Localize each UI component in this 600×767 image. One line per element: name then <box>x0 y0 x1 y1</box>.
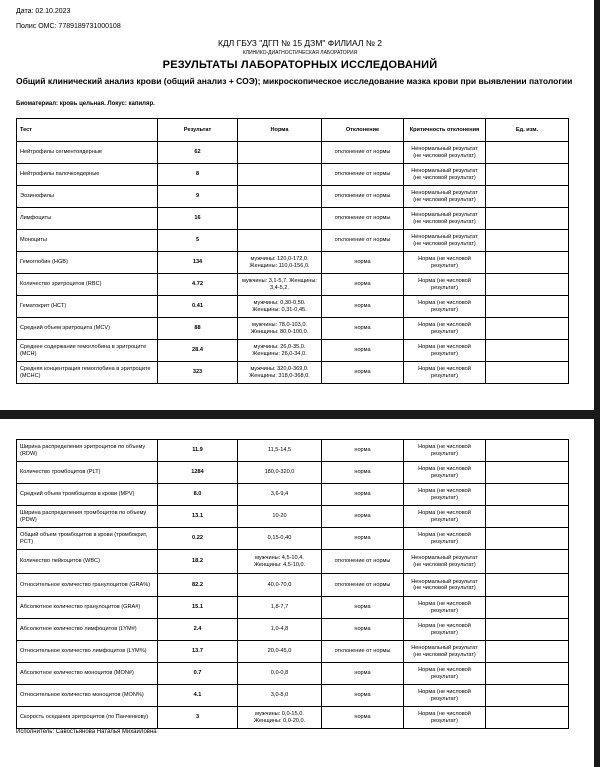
cell-norm: 3,6-9,4 <box>238 484 322 506</box>
cell-result: 0.22 <box>158 528 238 550</box>
table-row <box>17 641 569 663</box>
cell-norm: мужчины: 0,30-0,50. Женщины: 0,31-0,45. <box>238 296 322 318</box>
cell-test: Общий объем тромбоцитов в крови (тромбокрит, PCT) <box>17 528 158 550</box>
cell-unit <box>486 462 569 484</box>
cell-test: Ширина распределения тромбоцитов по объему (PDW) <box>17 506 158 528</box>
cell-unit <box>486 252 569 274</box>
cell-unit <box>486 186 569 208</box>
cell-norm: мужчины: 78,0-103,0. Женщины: 80,0-100,0. <box>238 318 322 340</box>
cell-deviation: норма <box>322 619 404 641</box>
cell-test: Нейтрофилы сегментоядерные <box>17 142 158 164</box>
cell-norm: 3,0-8,0 <box>238 685 322 707</box>
cell-deviation: отклонение от нормы <box>322 208 404 230</box>
report-date: Дата: 02.10.2023 <box>16 8 71 15</box>
cell-result: 13.7 <box>158 641 238 663</box>
cell-result: 3 <box>158 707 238 729</box>
cell-criticality: Ненормальный результат (не числовой результат) <box>404 208 486 230</box>
cell-result: 323 <box>158 362 238 384</box>
table-row <box>17 164 569 186</box>
cell-norm: мужчины: 120,0-172,0. Женщины: 110,0-156,0. <box>238 252 322 274</box>
table-row <box>17 484 569 506</box>
scroll-edge <box>594 0 600 767</box>
cell-norm <box>238 142 322 164</box>
cell-unit <box>486 274 569 296</box>
cell-norm: 1,8-7,7 <box>238 597 322 619</box>
cell-test: Количество эритроцитов (RBC) <box>17 274 158 296</box>
cell-deviation: норма <box>322 318 404 340</box>
cell-result: 5 <box>158 230 238 252</box>
cell-criticality: Норма (не числовой результат) <box>404 484 486 506</box>
cell-test: Относительное количество лимфоцитов (LYM%) <box>17 641 158 663</box>
cell-unit <box>486 528 569 550</box>
cell-deviation: отклонение от нормы <box>322 164 404 186</box>
cell-unit <box>486 574 569 597</box>
cell-unit <box>486 208 569 230</box>
cell-test: Средний объем тромбоцитов в крови (MPV) <box>17 484 158 506</box>
table-row <box>17 440 569 462</box>
executor-signature: Исполнитель: Савостьянова Наталья Михайловна <box>16 729 157 735</box>
analysis-name: Общий клинический анализ крови (общий анализ + СОЭ); микроскопическое исследование мазка крови при выявлении патологии <box>16 76 573 86</box>
cell-criticality: Норма (не числовой результат) <box>404 318 486 340</box>
cell-unit <box>486 506 569 528</box>
col-header-deviation: Отклонение <box>322 119 404 142</box>
results-table-2 <box>16 439 569 729</box>
table-row <box>17 574 569 597</box>
col-header-test: Тест <box>17 119 158 142</box>
cell-norm: мужчины: 320,0-369,0. Женщины: 318,0-368,0. <box>238 362 322 384</box>
cell-criticality: Норма (не числовой результат) <box>404 663 486 685</box>
table-row <box>17 186 569 208</box>
table-row <box>17 462 569 484</box>
cell-result: 0.41 <box>158 296 238 318</box>
cell-result: 18.2 <box>158 550 238 574</box>
cell-norm: 1,0-4,8 <box>238 619 322 641</box>
cell-criticality: Норма (не числовой результат) <box>404 685 486 707</box>
cell-unit <box>486 340 569 362</box>
cell-unit <box>486 362 569 384</box>
cell-test: Относительное количество моноцитов (MON%) <box>17 685 158 707</box>
cell-deviation: норма <box>322 597 404 619</box>
cell-deviation: норма <box>322 462 404 484</box>
cell-result: 62 <box>158 142 238 164</box>
results-table-1 <box>16 118 569 384</box>
cell-criticality: Норма (не числовой результат) <box>404 506 486 528</box>
cell-test: Скорость оседания эритроцитов (по Панченкову) <box>17 707 158 729</box>
cell-unit <box>486 142 569 164</box>
cell-unit <box>486 597 569 619</box>
cell-test: Абсолютное количество моноцитов (MON#) <box>17 663 158 685</box>
table-row <box>17 252 569 274</box>
table-row <box>17 318 569 340</box>
cell-deviation: отклонение от нормы <box>322 186 404 208</box>
organization-name: КДЛ ГБУЗ "ДГП № 15 ДЗМ" ФИЛИАЛ № 2 <box>217 38 383 48</box>
cell-result: 13.1 <box>158 506 238 528</box>
cell-test: Среднее содержание гемоглобина в эритроците (MCH) <box>17 340 158 362</box>
biomaterial-info: Биоматериал: кровь цельная. Локус: капиляр. <box>16 101 155 107</box>
cell-test: Гематокрит (HCT) <box>17 296 158 318</box>
cell-deviation: норма <box>322 506 404 528</box>
cell-unit <box>486 230 569 252</box>
cell-norm: 40,0-70,0 <box>238 574 322 597</box>
cell-test: Относительное количество гранулоцитов (GRA%) <box>17 574 158 597</box>
cell-deviation: отклонение от нормы <box>322 574 404 597</box>
cell-criticality: Норма (не числовой результат) <box>404 440 486 462</box>
table-row <box>17 619 569 641</box>
cell-deviation: отклонение от нормы <box>322 142 404 164</box>
cell-result: 82.2 <box>158 574 238 597</box>
cell-deviation: норма <box>322 340 404 362</box>
cell-result: 15.1 <box>158 597 238 619</box>
cell-test: Средний объем эритроцита (MCV) <box>17 318 158 340</box>
cell-result: 4.1 <box>158 685 238 707</box>
cell-test: Средняя концентрация гемоглобина в эритроците (MCHC) <box>17 362 158 384</box>
cell-criticality: Норма (не числовой результат) <box>404 362 486 384</box>
cell-result: 4.72 <box>158 274 238 296</box>
cell-norm: мужчины: 0,0-15,0. Женщины: 0,0-20,0. <box>238 707 322 729</box>
cell-result: 28.4 <box>158 340 238 362</box>
page-title: РЕЗУЛЬТАТЫ ЛАБОРАТОРНЫХ ИССЛЕДОВАНИЙ <box>162 59 438 71</box>
cell-unit <box>486 484 569 506</box>
cell-result: 16 <box>158 208 238 230</box>
table-row <box>17 550 569 574</box>
cell-norm: мужчины: 4,5-10,4. Женщины: 4,5-10,0. <box>238 550 322 574</box>
cell-deviation: норма <box>322 663 404 685</box>
cell-norm: 0,15-0,40 <box>238 528 322 550</box>
cell-result: 8.0 <box>158 484 238 506</box>
cell-criticality: Ненормальный результат (не числовой результат) <box>404 142 486 164</box>
cell-criticality: Норма (не числовой результат) <box>404 619 486 641</box>
table-row <box>17 362 569 384</box>
cell-norm: 180,0-320,0 <box>238 462 322 484</box>
cell-result: 8 <box>158 164 238 186</box>
cell-test: Ширина распределения эритроцитов по объему (RDW) <box>17 440 158 462</box>
cell-unit <box>486 164 569 186</box>
cell-result: 134 <box>158 252 238 274</box>
table-row <box>17 597 569 619</box>
cell-test: Количество лейкоцитов (WBC) <box>17 550 158 574</box>
table-row <box>17 685 569 707</box>
cell-criticality: Ненормальный результат (не числовой результат) <box>404 550 486 574</box>
laboratory-name: КЛИНИКО-ДИАГНОСТИЧЕСКАЯ ЛАБОРАТОРИЯ <box>242 50 358 56</box>
cell-norm: 11,5-14,5 <box>238 440 322 462</box>
cell-result: 0.7 <box>158 663 238 685</box>
report-page-2 <box>0 419 600 767</box>
cell-unit <box>486 641 569 663</box>
cell-unit <box>486 296 569 318</box>
cell-result: 2.4 <box>158 619 238 641</box>
table-row <box>17 506 569 528</box>
cell-norm <box>238 230 322 252</box>
cell-result: 88 <box>158 318 238 340</box>
table-row <box>17 208 569 230</box>
cell-test: Количество тромбоцитов (PLT) <box>17 462 158 484</box>
cell-unit <box>486 619 569 641</box>
cell-result: 11.9 <box>158 440 238 462</box>
cell-criticality: Норма (не числовой результат) <box>404 707 486 729</box>
cell-deviation: норма <box>322 484 404 506</box>
cell-result: 9 <box>158 186 238 208</box>
page-separator <box>0 410 600 419</box>
cell-unit <box>486 550 569 574</box>
cell-test: Нейтрофилы палочкоядерные <box>17 164 158 186</box>
cell-deviation: норма <box>322 707 404 729</box>
cell-unit <box>486 318 569 340</box>
cell-criticality: Норма (не числовой результат) <box>404 597 486 619</box>
cell-deviation: отклонение от нормы <box>322 641 404 663</box>
cell-norm: 10-20 <box>238 506 322 528</box>
cell-unit <box>486 440 569 462</box>
cell-test: Лимфоциты <box>17 208 158 230</box>
cell-deviation: норма <box>322 528 404 550</box>
table-row <box>17 142 569 164</box>
table-row <box>17 528 569 550</box>
cell-unit <box>486 663 569 685</box>
cell-criticality: Ненормальный результат (не числовой результат) <box>404 164 486 186</box>
table-row <box>17 707 569 729</box>
cell-unit <box>486 707 569 729</box>
cell-criticality: Ненормальный результат (не числовой результат) <box>404 230 486 252</box>
cell-criticality: Ненормальный результат (не числовой результат) <box>404 641 486 663</box>
table-row <box>17 340 569 362</box>
cell-criticality: Норма (не числовой результат) <box>404 462 486 484</box>
cell-deviation: норма <box>322 274 404 296</box>
cell-test: Моноциты <box>17 230 158 252</box>
insurance-policy: Полис ОМС: 7789189731000108 <box>16 23 121 30</box>
cell-test: Гемоглобин (HGB) <box>17 252 158 274</box>
cell-test: Абсолютное количество лимфоцитов (LYM#) <box>17 619 158 641</box>
cell-norm: мужчины: 26,0-35,0. Женщины: 26,0-34,0. <box>238 340 322 362</box>
cell-norm: 20,0-45,0 <box>238 641 322 663</box>
cell-norm <box>238 164 322 186</box>
cell-result: 1284 <box>158 462 238 484</box>
table-row <box>17 296 569 318</box>
table-row <box>17 663 569 685</box>
table-header-row <box>17 119 569 142</box>
cell-deviation: норма <box>322 362 404 384</box>
col-header-norm: Норма <box>238 119 322 142</box>
cell-unit <box>486 685 569 707</box>
cell-deviation: норма <box>322 252 404 274</box>
cell-deviation: норма <box>322 685 404 707</box>
cell-test: Абсолютное количество гранулоцитов (GRA#) <box>17 597 158 619</box>
cell-test: Эозинофилы <box>17 186 158 208</box>
cell-norm <box>238 208 322 230</box>
cell-criticality: Ненормальный результат (не числовой результат) <box>404 574 486 597</box>
cell-deviation: норма <box>322 440 404 462</box>
cell-norm: мужчины: 3,1-5,7. Женщины: 3,4-5,2. <box>238 274 322 296</box>
col-header-unit: Ед. изм. <box>486 119 569 142</box>
cell-criticality: Норма (не числовой результат) <box>404 340 486 362</box>
col-header-criticality: Критичность отклонения <box>404 119 486 142</box>
cell-norm: 0,0-0,8 <box>238 663 322 685</box>
cell-criticality: Ненормальный результат (не числовой результат) <box>404 186 486 208</box>
cell-deviation: отклонение от нормы <box>322 230 404 252</box>
cell-criticality: Норма (не числовой результат) <box>404 528 486 550</box>
table-row <box>17 274 569 296</box>
cell-deviation: отклонение от нормы <box>322 550 404 574</box>
table-row <box>17 230 569 252</box>
cell-criticality: Норма (не числовой результат) <box>404 252 486 274</box>
cell-norm <box>238 186 322 208</box>
cell-criticality: Норма (не числовой результат) <box>404 274 486 296</box>
cell-criticality: Норма (не числовой результат) <box>404 296 486 318</box>
col-header-result: Результат <box>158 119 238 142</box>
cell-deviation: норма <box>322 296 404 318</box>
